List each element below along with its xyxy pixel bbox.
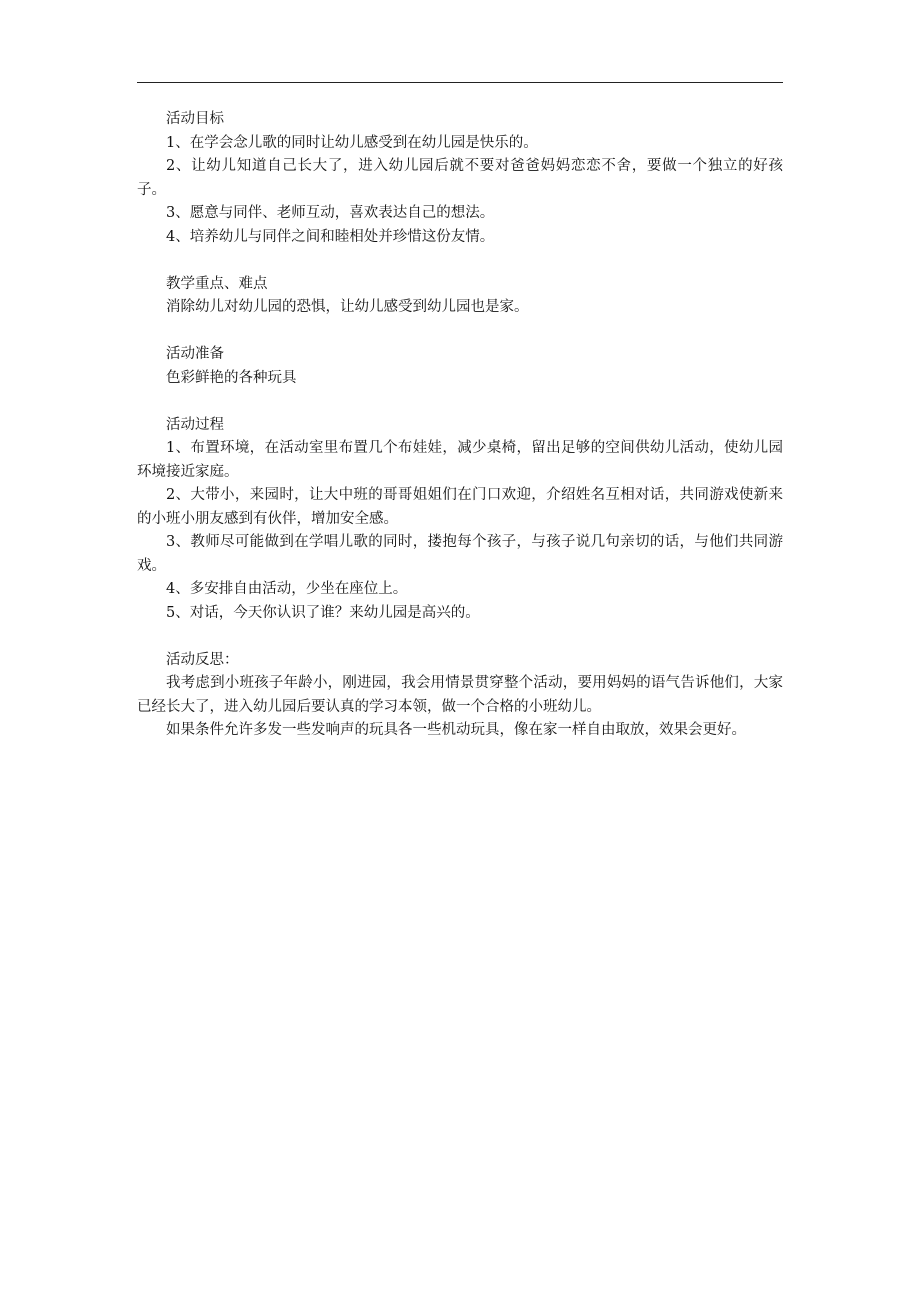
paragraph: 消除幼儿对幼儿园的恐惧，让幼儿感受到幼儿园也是家。 [166, 299, 529, 315]
section-key-points [137, 273, 783, 320]
section-reflection [137, 649, 783, 743]
document-body [137, 108, 783, 766]
paragraph: 2、让幼儿知道自己长大了，进入幼儿园后就不要对爸爸妈妈恋恋不舍，要做一个独立的好孩子。 [137, 158, 783, 198]
paragraph: 3、愿意与同伴、老师互动，喜欢表达自己的想法。 [166, 205, 495, 221]
paragraph: 1、布置环境，在活动室里布置几个布娃娃，减少桌椅，留出足够的空间供幼儿活动，使幼儿园环境接近家庭。 [137, 440, 783, 480]
section-heading: 活动目标 [166, 111, 224, 127]
paragraph: 4、培养幼儿与同伴之间和睦相处并珍惜这份友情。 [166, 228, 495, 245]
paragraph: 1、在学会念儿歌的同时让幼儿感受到在幼儿园是快乐的。 [166, 134, 538, 151]
paragraph: 如果条件允许多发一些发响声的玩具各一些机动玩具，像在家一样自由取放，效果会更好。 [166, 722, 746, 738]
section-heading: 教学重点、难点 [166, 275, 268, 292]
section-process [137, 414, 783, 626]
paragraph: 色彩鲜艳的各种玩具 [166, 369, 297, 386]
section-activity-goals [137, 108, 783, 249]
section-heading: 活动反思： [166, 651, 239, 668]
section-heading: 活动准备 [166, 346, 224, 362]
paragraph: 我考虑到小班孩子年龄小，刚进园，我会用情景贯穿整个活动，要用妈妈的语气告诉他们，大家已经长大了，进入幼儿园后要认真的学习本领，做一个合格的小班幼儿。 [137, 675, 783, 715]
paragraph: 5、对话，今天你认识了谁？来幼儿园是高兴的。 [166, 604, 480, 621]
paragraph: 3、教师尽可能做到在学唱儿歌的同时，搂抱每个孩子，与孩子说几句亲切的话，与他们共同游戏。 [137, 534, 783, 574]
paragraph: 4、多安排自由活动，少坐在座位上。 [166, 581, 408, 597]
paragraph: 2、大带小，来园时，让大中班的哥哥姐姐们在门口欢迎，介绍姓名互相对话，共同游戏使新来的小班小朋友感到有伙伴，增加安全感。 [137, 487, 783, 527]
header-rule [137, 82, 783, 83]
section-preparation [137, 343, 783, 390]
section-heading: 活动过程 [166, 416, 224, 433]
